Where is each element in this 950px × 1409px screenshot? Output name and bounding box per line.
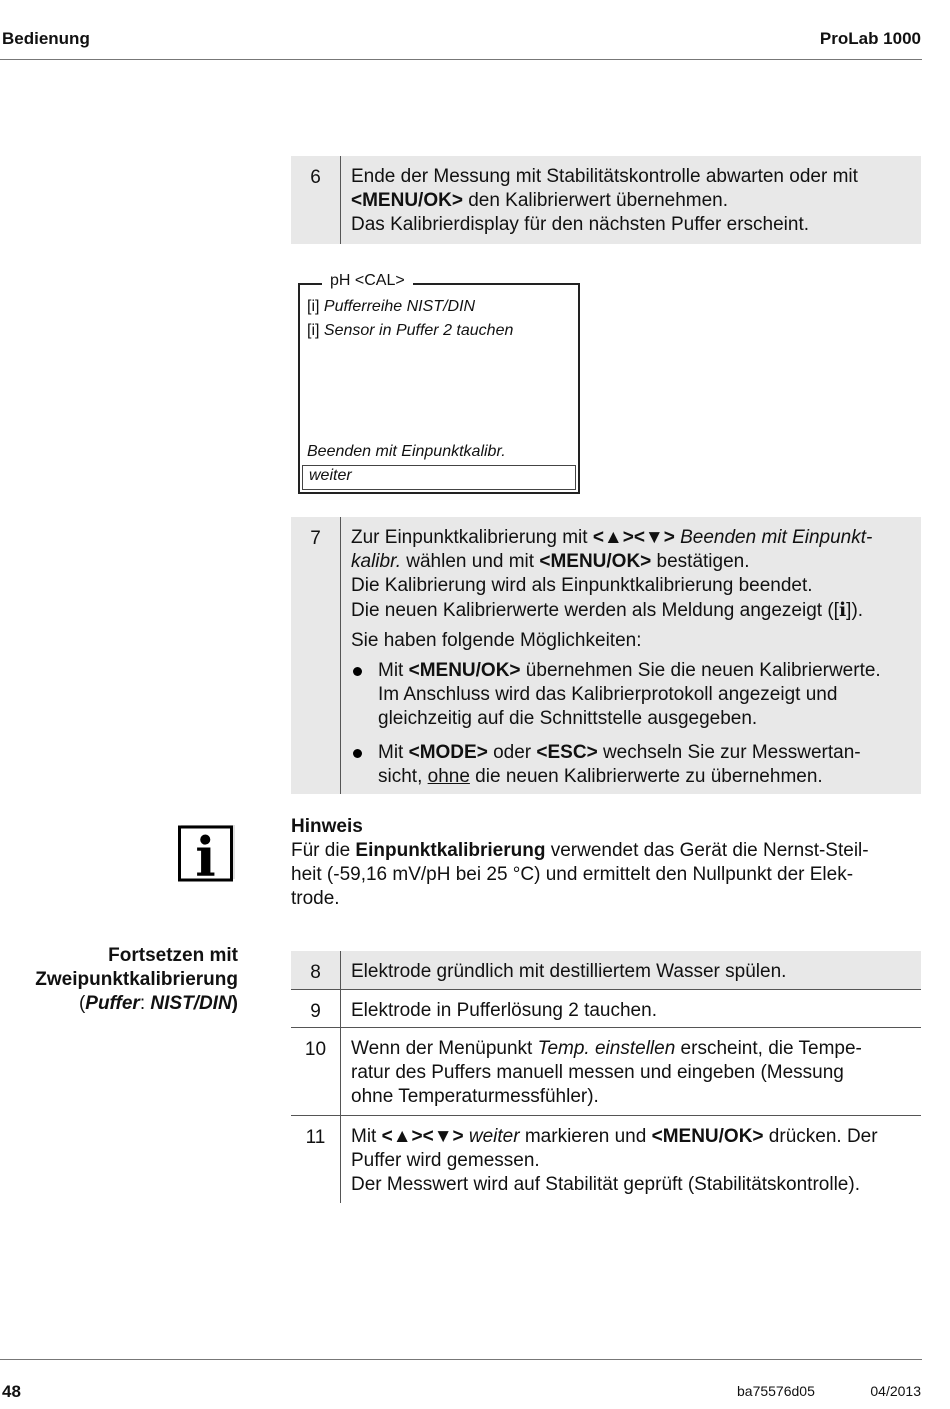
calibration-display bbox=[298, 272, 580, 494]
header-rule bbox=[0, 59, 922, 60]
step-number: 10 bbox=[291, 1028, 341, 1115]
document-id: ba75576d05 bbox=[737, 1383, 815, 1399]
display-option-weiter: weiter bbox=[302, 465, 576, 490]
step-number: 8 bbox=[291, 951, 341, 989]
header-product-name: ProLab 1000 bbox=[819, 29, 921, 48]
step-text: Mit <▲><▼> weiter markieren und <MENU/OK> drücken. Der Puffer wird gemessen. Der Messwert wird auf Stabilität geprüft (Stabilitätskontrolle). bbox=[351, 1126, 878, 1195]
step-10 bbox=[291, 1028, 921, 1116]
info-icon bbox=[178, 822, 238, 882]
note-block: Hinweis Für die Einpunktkalibrierung verwendet das Gerät die Nernst-Steil- heit (-59,16 mV/pH bei 25 °C) und ermittelt den Nullpunkt der Elek- trode. bbox=[291, 815, 913, 911]
step-6 bbox=[291, 156, 921, 244]
step-text: Wenn der Menüpunkt Temp. einstellen erscheint, die Tempe- ratur des Puffers manuell messen und eingeben (Messung ohne Temperaturmessfühler). bbox=[351, 1038, 862, 1107]
step-8 bbox=[291, 951, 921, 990]
bullet-icon bbox=[353, 667, 362, 676]
step-9 bbox=[291, 990, 921, 1028]
step-number: 11 bbox=[291, 1116, 341, 1203]
step-text: Elektrode gründlich mit destilliertem Wasser spülen. bbox=[351, 961, 787, 982]
document-date: 04/2013 bbox=[870, 1383, 921, 1399]
header-section-title: Bedienung bbox=[2, 29, 90, 48]
step-text: Zur Einpunktkalibrierung mit <▲><▼> Beenden mit Einpunkt- kalibr. wählen und mit <MENU/OK> bestätigen. Die Kalibrierung wird als Einpunktkalibrierung beendet. Die neuen Kalibrierwerte werden als Meldung angezeigt ([i]). Sie haben folgende Möglichkeiten: Mit <MENU/OK> übernehmen Sie die neuen Kalibrierwerte. Im Anschluss wird das Kalibrierprotokoll angezeigt und gleichzeitig auf die Schnittstelle ausgegeben. Mit <MODE> oder <ESC> wechseln Sie zur Messwertan- sicht, ohne die neuen Kalibrierwerte zu übernehmen. bbox=[341, 517, 921, 794]
display-info-line: [i] Sensor in Puffer 2 tauchen bbox=[307, 322, 514, 339]
svg-text:i: i bbox=[195, 825, 216, 882]
info-icon: [i] bbox=[307, 298, 320, 315]
step-text: Ende der Messung mit Stabilitätskontrolle abwarten oder mit <MENU/OK> den Kalibrierwert übernehmen. Das Kalibrierdisplay für den nächsten Puffer erscheint. bbox=[351, 166, 858, 235]
page-number: 48 bbox=[2, 1382, 21, 1401]
info-icon: [i] bbox=[307, 322, 320, 339]
footer-rule bbox=[0, 1359, 922, 1360]
note-title: Hinweis bbox=[291, 816, 363, 837]
step-number: 9 bbox=[291, 990, 341, 1027]
display-info-line: [i] Pufferreihe NIST/DIN bbox=[307, 298, 476, 315]
display-option-einpunkt: Beenden mit Einpunktkalibr. bbox=[307, 443, 506, 460]
step-11 bbox=[291, 1116, 921, 1203]
option-bullet: Mit <MENU/OK> übernehmen Sie die neuen Kalibrierwerte. Im Anschluss wird das Kalibrierprotokoll angezeigt und gleichzeitig auf die Schnittstelle ausgegeben. bbox=[351, 659, 911, 731]
step-text: Elektrode in Pufferlösung 2 tauchen. bbox=[351, 1000, 657, 1021]
step-number: 6 bbox=[291, 156, 341, 244]
step-7 bbox=[291, 517, 921, 794]
display-caption: pH <CAL> bbox=[322, 272, 413, 290]
bullet-icon bbox=[353, 749, 362, 758]
step-number: 7 bbox=[291, 517, 341, 794]
side-heading: Fortsetzen mit Zweipunktkalibrierung (Puffer: NIST/DIN) bbox=[35, 945, 238, 1014]
option-bullet: Mit <MODE> oder <ESC> wechseln Sie zur Messwertan- sicht, ohne die neuen Kalibrierwerte zu übernehmen. bbox=[351, 741, 911, 789]
